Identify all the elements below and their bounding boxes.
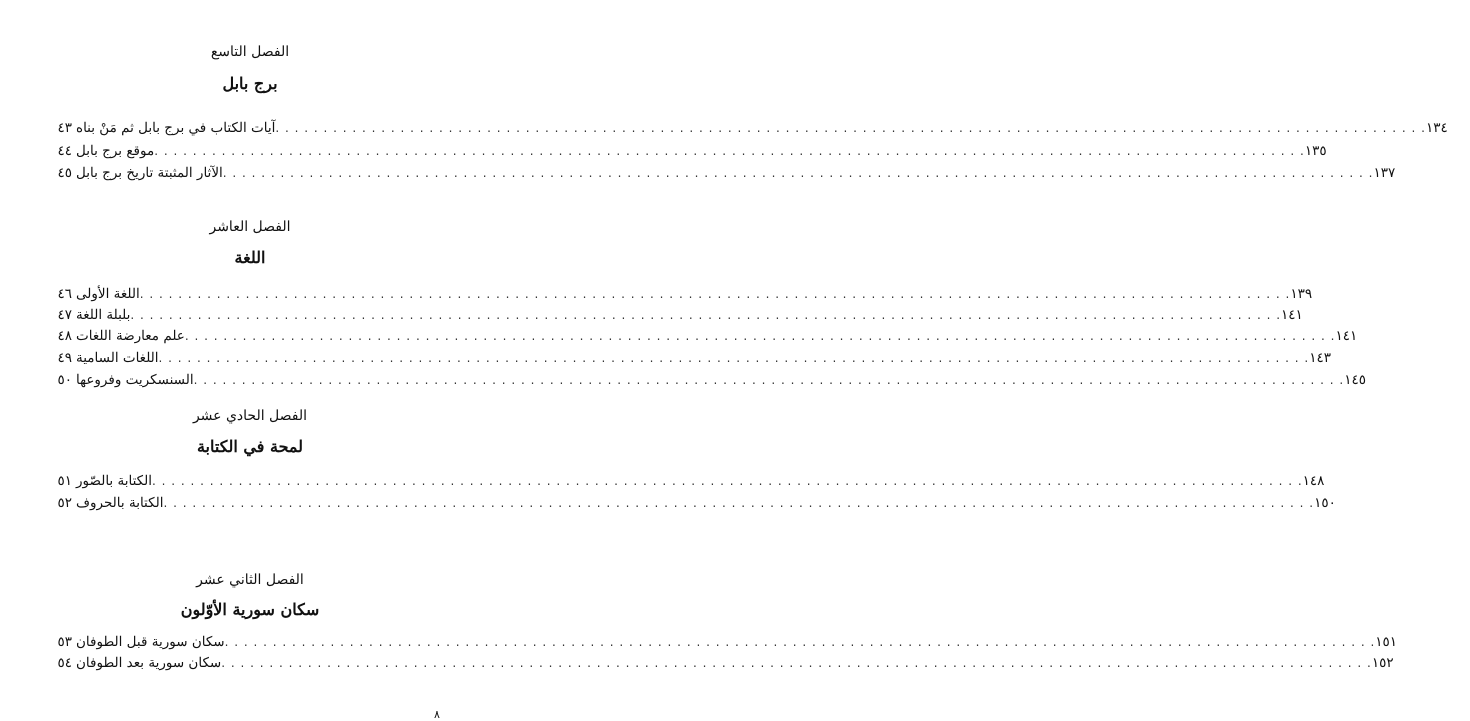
entry-page: ١٤١ xyxy=(1335,328,1358,344)
chapter-label: الفصل الحادي عشر xyxy=(192,408,308,424)
entry-page: ١٤١ xyxy=(1281,307,1303,323)
leader-dots: . . . . . . . . . . . . . . . . . . . . . . . . . . . . . . . . . . . . . . . . . . . . . . . . . . . . . . . . . . . . . . . . . . . . . . . . . . . . . . . . . . . . . . . . . . . . . . . . . . . . . . . . . . . . . . . . . . . . . . . . xyxy=(222,166,1374,180)
chapter-label: الفصل الثاني عشر xyxy=(196,572,304,588)
entry-page: ١٣٩ xyxy=(1290,286,1313,302)
entry-title: آيات الكتاب في برج بابل ثم مَنْ بناه xyxy=(76,120,276,136)
entry-number: ٥٤ xyxy=(57,655,72,671)
page-number: ٨ xyxy=(434,708,440,721)
leader-dots: . . . . . . . . . . . . . . . . . . . . . . . . . . . . . . . . . . . . . . . . . . . . . . . . . . . . . . . . . . . . . . . . . . . . . . . . . . . . . . . . . . . . . . . . . . . . . . . . . . . . . . . . . . . . . . . . . . . . . . . . xyxy=(154,144,1305,158)
toc-entry[interactable] xyxy=(40,304,1303,326)
leader-dots: . . . . . . . . . . . . . . . . . . . . . . . . . . . . . . . . . . . . . . . . . . . . . . . . . . . . . . . . . . . . . . . . . . . . . . . . . . . . . . . . . . . . . . . . . . . . . . . . . . . . . . . . . . . . . . . . . . . . . . . . xyxy=(193,373,1345,387)
entry-title: الكتابة بالصّور xyxy=(76,473,152,489)
toc-entry[interactable] xyxy=(40,631,1398,653)
entry-page: ١٥٢ xyxy=(1371,655,1394,671)
toc-entry[interactable] xyxy=(40,140,1327,162)
entry-number: ٥١ xyxy=(57,473,72,489)
leader-dots: . . . . . . . . . . . . . . . . . . . . . . . . . . . . . . . . . . . . . . . . . . . . . . . . . . . . . . . . . . . . . . . . . . . . . . . . . . . . . . . . . . . . . . . . . . . . . . . . . . . . . . . . . . . . . . . . . . . . . . . . xyxy=(224,635,1376,649)
toc-entry[interactable] xyxy=(40,369,1366,391)
leader-dots: . . . . . . . . . . . . . . . . . . . . . . . . . . . . . . . . . . . . . . . . . . . . . . . . . . . . . . . . . . . . . . . . . . . . . . . . . . . . . . . . . . . . . . . . . . . . . . . . . . . . . . . . . . . . . . . . . . . . . . . . xyxy=(163,496,1315,510)
entry-page: ١٥١ xyxy=(1375,634,1398,650)
toc-entry[interactable] xyxy=(40,652,1394,674)
leader-dots: . . . . . . . . . . . . . . . . . . . . . . . . . . . . . . . . . . . . . . . . . . . . . . . . . . . . . . . . . . . . . . . . . . . . . . . . . . . . . . . . . . . . . . . . . . . . . . . . . . . . . . . . . . . . . . . . . . . . . . . . xyxy=(151,474,1303,488)
toc-entry[interactable] xyxy=(40,162,1396,184)
chapter-title: سكان سورية الأوّلون xyxy=(180,600,320,619)
entry-number: ٥٢ xyxy=(57,495,72,511)
entry-page: ١٤٣ xyxy=(1309,350,1331,366)
entry-title: موقع برج بابل xyxy=(76,143,155,159)
leader-dots: . . . . . . . . . . . . . . . . . . . . . . . . . . . . . . . . . . . . . . . . . . . . . . . . . . . . . . . . . . . . . . . . . . . . . . . . . . . . . . . . . . . . . . . . . . . . . . . . . . . . . . . . . . . . . . . . . . . . . . . . xyxy=(158,351,1310,365)
chapter-title: اللغة xyxy=(234,248,266,267)
entry-number: ٤٤ xyxy=(57,143,72,159)
entry-title: السنسكريت وفروعها xyxy=(76,372,194,388)
entry-title: بلبلة اللغة xyxy=(76,307,131,323)
chapter-title: برج بابل xyxy=(222,74,278,93)
toc-entry[interactable] xyxy=(40,283,1313,305)
toc-entry[interactable] xyxy=(40,470,1325,492)
leader-dots: . . . . . . . . . . . . . . . . . . . . . . . . . . . . . . . . . . . . . . . . . . . . . . . . . . . . . . . . . . . . . . . . . . . . . . . . . . . . . . . . . . . . . . . . . . . . . . . . . . . . . . . . . . . . . . . . . . . . . . . . xyxy=(221,656,1372,670)
entry-title: اللغات السامية xyxy=(76,350,159,366)
entry-page: ١٤٥ xyxy=(1344,372,1366,388)
entry-title: الآثار المثبتة تاريخ برج بابل xyxy=(76,165,223,181)
entry-page: ١٣٤ xyxy=(1426,120,1448,136)
entry-title: الكتابة بالحروف xyxy=(76,495,164,511)
toc-entry[interactable] xyxy=(40,347,1331,369)
chapter-label: الفصل العاشر xyxy=(209,219,291,235)
toc-entry[interactable] xyxy=(40,117,1448,139)
toc-entry[interactable] xyxy=(40,325,1358,347)
entry-page: ١٣٥ xyxy=(1304,143,1327,159)
entry-page: ١٤٨ xyxy=(1302,473,1325,489)
entry-number: ٥٠ xyxy=(57,372,72,388)
chapter-title: لمحة في الكتابة xyxy=(196,437,304,456)
entry-page: ١٣٧ xyxy=(1373,165,1396,181)
entry-title: اللغة الأولى xyxy=(76,286,140,302)
entry-number: ٤٧ xyxy=(57,307,72,323)
entry-number: ٤٥ xyxy=(57,165,72,181)
leader-dots: . . . . . . . . . . . . . . . . . . . . . . . . . . . . . . . . . . . . . . . . . . . . . . . . . . . . . . . . . . . . . . . . . . . . . . . . . . . . . . . . . . . . . . . . . . . . . . . . . . . . . . . . . . . . . . . . . . . . . . . . xyxy=(130,308,1282,322)
entry-number: ٤٣ xyxy=(57,120,72,136)
entry-number: ٤٩ xyxy=(57,350,72,366)
entry-title: علم معارضة اللغات xyxy=(76,328,185,344)
leader-dots: . . . . . . . . . . . . . . . . . . . . . . . . . . . . . . . . . . . . . . . . . . . . . . . . . . . . . . . . . . . . . . . . . . . . . . . . . . . . . . . . . . . . . . . . . . . . . . . . . . . . . . . . . . . . . . . . . . . . . . . . xyxy=(275,121,1426,135)
entry-number: ٤٨ xyxy=(57,328,72,344)
leader-dots: . . . . . . . . . . . . . . . . . . . . . . . . . . . . . . . . . . . . . . . . . . . . . . . . . . . . . . . . . . . . . . . . . . . . . . . . . . . . . . . . . . . . . . . . . . . . . . . . . . . . . . . . . . . . . . . . . . . . . . . . xyxy=(139,287,1291,301)
entry-page: ١٥٠ xyxy=(1314,495,1336,511)
toc-entry[interactable] xyxy=(40,492,1336,514)
entry-title: سكان سورية بعد الطوفان xyxy=(76,655,222,671)
chapter-label: الفصل التاسع xyxy=(210,44,290,60)
entry-title: سكان سورية قبل الطوفان xyxy=(76,634,225,650)
entry-number: ٥٣ xyxy=(57,634,72,650)
leader-dots: . . . . . . . . . . . . . . . . . . . . . . . . . . . . . . . . . . . . . . . . . . . . . . . . . . . . . . . . . . . . . . . . . . . . . . . . . . . . . . . . . . . . . . . . . . . . . . . . . . . . . . . . . . . . . . . . . . . . . . . . xyxy=(184,329,1336,343)
entry-number: ٤٦ xyxy=(57,286,72,302)
